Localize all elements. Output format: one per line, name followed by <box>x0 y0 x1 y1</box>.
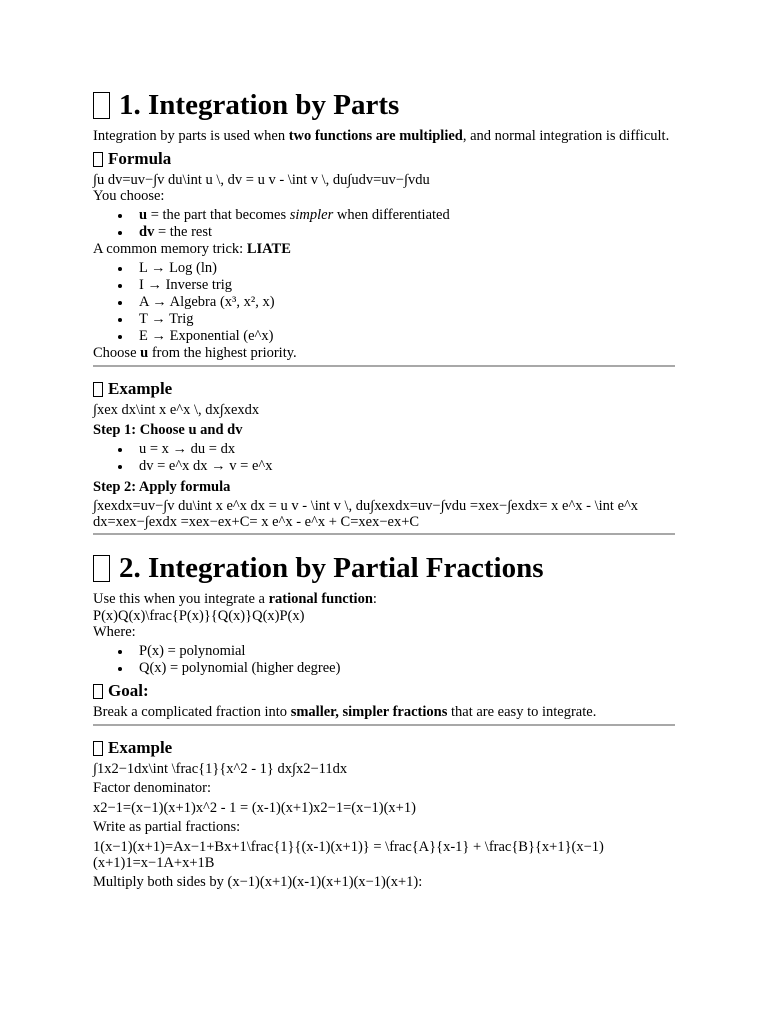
factor-line: x2−1=(x−1)(x+1)x^2 - 1 = (x-1)(x+1)x2−1=(x−1)(x+1) <box>93 800 416 816</box>
missing-glyph-icon <box>93 152 103 167</box>
you-choose-label: You choose: <box>93 188 165 204</box>
missing-glyph-icon <box>93 741 103 756</box>
fraction-line: P(x)Q(x)\frac{P(x)}{Q(x)}Q(x)P(x) <box>93 608 305 624</box>
intro-bold: two functions are multiplied <box>288 128 463 144</box>
goal-text-end: that are easy to integrate. <box>447 704 597 720</box>
choice-text: = the part that becomes <box>147 207 290 223</box>
missing-glyph-icon <box>93 555 110 582</box>
section-1-title-text: 1. Integration by Parts <box>119 89 400 121</box>
list-item: I → Inverse trig <box>139 277 675 294</box>
goal-text <box>93 704 675 721</box>
step-1-list <box>93 441 675 475</box>
section-2-title <box>93 549 675 587</box>
list-item: T → Trig <box>139 311 675 328</box>
memory-trick <box>93 241 675 258</box>
choice-text-end: when differentiated <box>333 207 450 223</box>
multiply-line: Multiply both sides by (x−1)(x+1)(x-1)(x+1)(x−1)(x+1): <box>93 874 423 890</box>
goal-bold: smaller, simpler fractions <box>290 704 448 720</box>
step-2-formula-line-2: dx=xex−∫exdx =xex−ex+C= x e^x - e^x + C=xex−ex+C <box>93 514 420 530</box>
example-heading-text: Example <box>108 379 173 398</box>
list-item: P(x) = polynomial <box>139 643 675 660</box>
write-label: Write as partial fractions: <box>93 819 241 835</box>
list-item: dv = e^x dx → v = e^x <box>139 458 675 475</box>
step-2-heading: Step 2: Apply formula <box>93 479 231 495</box>
list-item <box>139 207 675 224</box>
missing-glyph-icon <box>93 684 103 699</box>
intro-bold: rational function <box>268 591 373 607</box>
trick-text: A common memory trick: <box>93 241 247 257</box>
formula-heading-text: Formula <box>108 149 172 168</box>
factor-label: Factor denominator: <box>93 780 211 796</box>
choose-text: Choose <box>93 345 141 361</box>
formula-line: ∫u dv=uv−∫v du\int u \, dv = u v - \int v \, du∫udv=uv−∫vdu <box>93 172 430 188</box>
step-2-formula-line-1: ∫xexdx=uv−∫v du\int x e^x dx = u v - \int v \, du∫xexdx=uv−∫vdu =xex−∫exdx= x e^x - \int e^x <box>93 498 639 514</box>
list-item: u = x → du = dx <box>139 441 675 458</box>
where-list <box>93 643 675 677</box>
example-integral: ∫1x2−1dx\int \frac{1}{x^2 - 1} dx∫x2−11dx <box>93 761 348 777</box>
section-2-title-text: 2. Integration by Partial Fractions <box>119 552 544 584</box>
goal-heading-text: Goal: <box>108 681 149 700</box>
choice-list <box>93 207 675 241</box>
liate-list <box>93 260 675 345</box>
divider <box>93 365 675 367</box>
goal-text-start: Break a complicated fraction into <box>93 704 291 720</box>
section-1-title <box>93 86 675 124</box>
intro-text-end: : <box>372 591 377 607</box>
choose-u-note <box>93 345 675 362</box>
list-item: E → Exponential (e^x) <box>139 328 675 345</box>
example-heading <box>93 379 675 399</box>
section-1-intro <box>93 128 675 145</box>
example-heading <box>93 738 675 758</box>
divider <box>93 533 675 535</box>
choose-bold: u <box>140 345 149 361</box>
divider <box>93 724 675 726</box>
choose-text-end: from the highest priority. <box>148 345 297 361</box>
step-1-heading: Step 1: Choose u and dv <box>93 422 243 438</box>
example-heading-text: Example <box>108 738 173 757</box>
choice-text: = the rest <box>154 224 213 240</box>
missing-glyph-icon <box>93 92 110 119</box>
formula-heading <box>93 149 675 169</box>
intro-text: Integration by parts is used when <box>93 128 289 144</box>
list-item: L → Log (ln) <box>139 260 675 277</box>
intro-text-end: , and normal integration is difficult. <box>462 128 670 144</box>
list-item: A → Algebra (x³, x², x) <box>139 294 675 311</box>
choice-term: dv <box>139 224 155 240</box>
list-item <box>139 224 675 241</box>
where-label: Where: <box>93 624 136 640</box>
choice-emphasis: simpler <box>289 207 334 223</box>
trick-bold: LIATE <box>246 241 291 257</box>
goal-heading <box>93 681 675 701</box>
partial-fraction-line-1: 1(x−1)(x+1)=Ax−1+Bx+1\frac{1}{(x-1)(x+1)} = \frac{A}{x-1} + \frac{B}{x+1}(x−1) <box>93 839 604 855</box>
choice-term: u <box>139 207 148 223</box>
intro-text: Use this when you integrate a <box>93 591 269 607</box>
missing-glyph-icon <box>93 382 103 397</box>
section-2-intro <box>93 591 675 608</box>
example-integral: ∫xex dx\int x e^x \, dx∫xexdx <box>93 402 260 418</box>
partial-fraction-line-2: (x+1)1=x−1A+x+1B <box>93 855 215 871</box>
list-item: Q(x) = polynomial (higher degree) <box>139 660 675 677</box>
